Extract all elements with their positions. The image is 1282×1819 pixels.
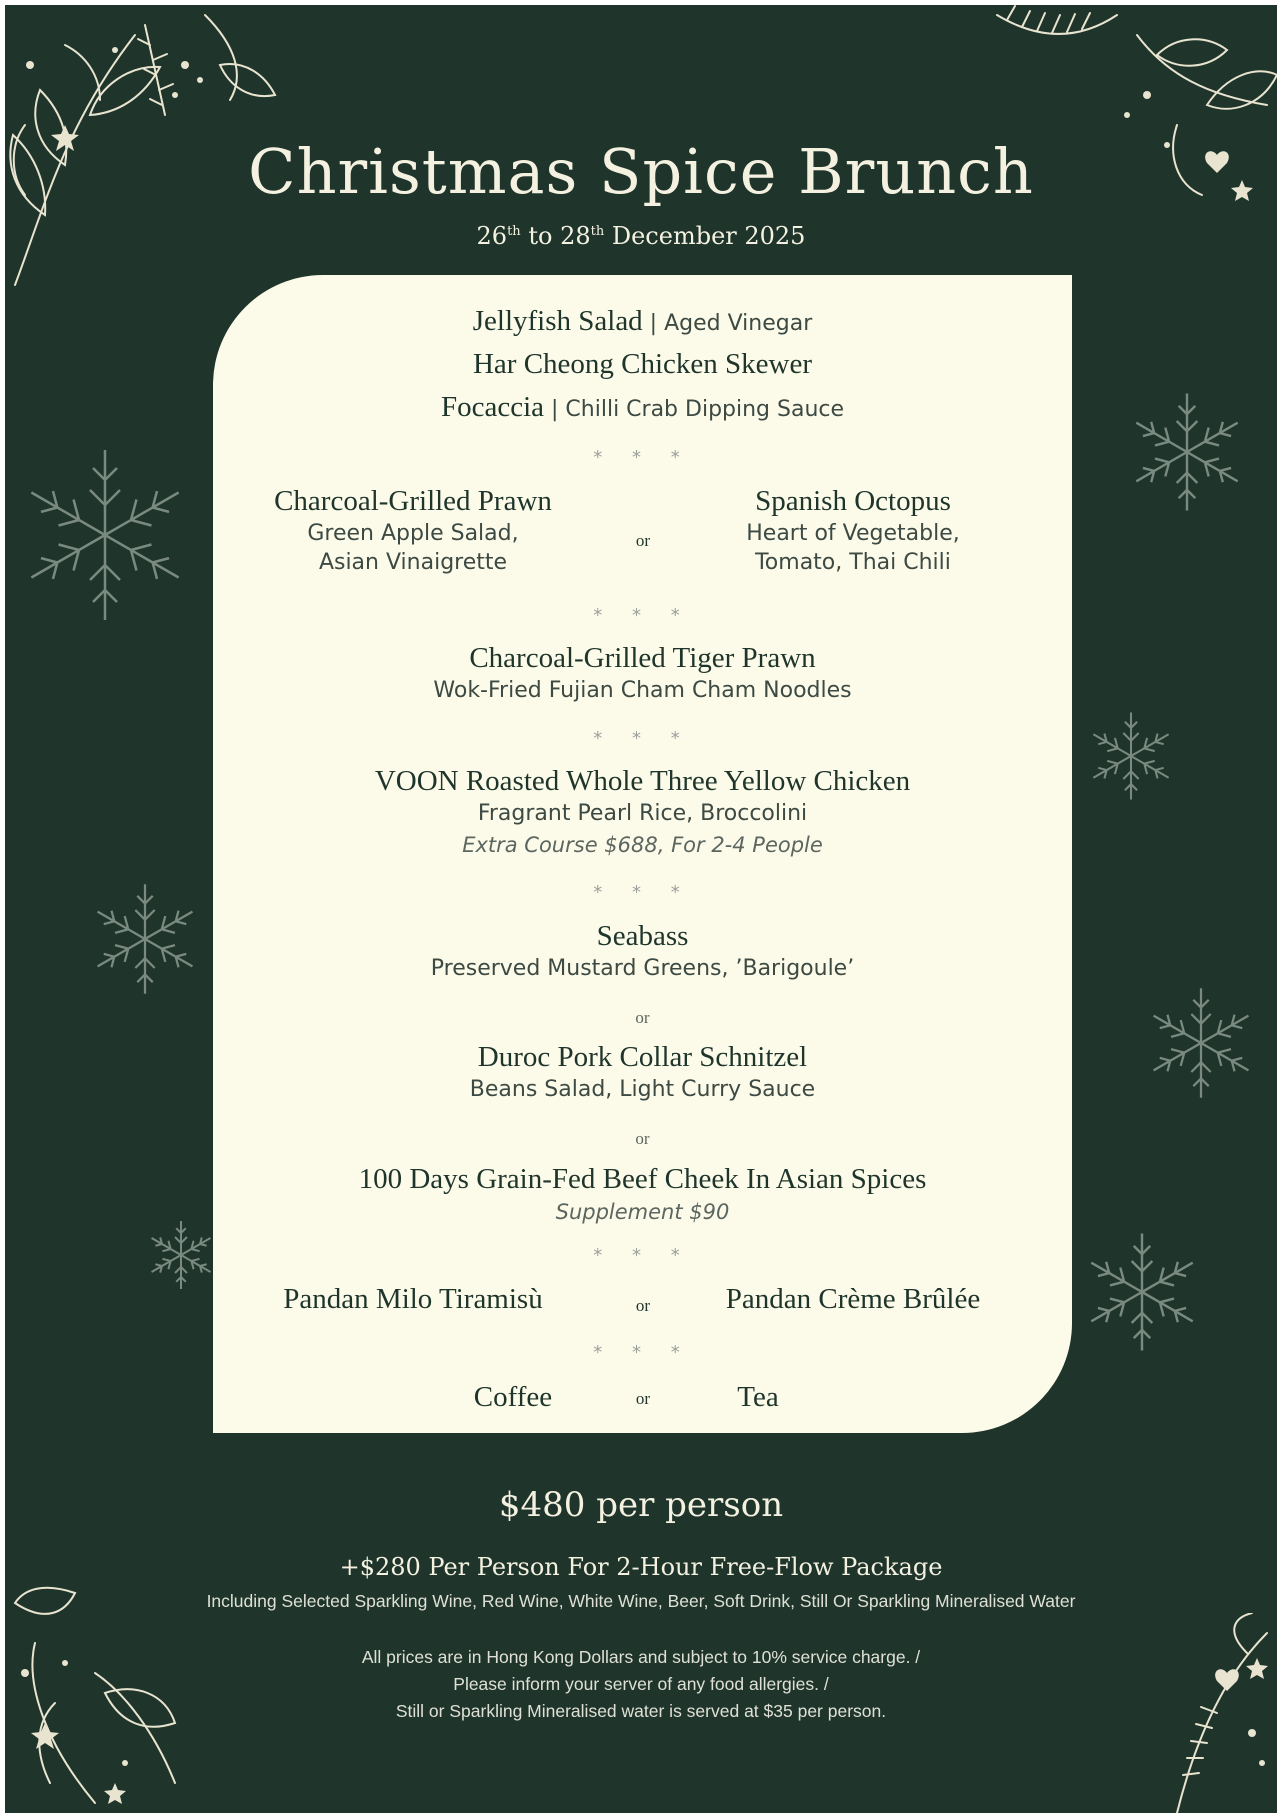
dish-name: Charcoal-Grilled Tiger Prawn [469, 642, 816, 674]
course-option-left [233, 485, 593, 575]
dish-name: Duroc Pork Collar Schnitzel [477, 1041, 808, 1073]
drink-option-right: Tea [737, 1381, 779, 1413]
menu-page [5, 5, 1277, 1813]
footer-note: Still or Sparkling Mineralised water is served at $35 per person. [395, 1701, 887, 1721]
dish-desc: Wok-Fried Fujian Cham Cham Noodles [433, 678, 852, 703]
snowflake-icon [87, 881, 203, 997]
or-label: or [635, 531, 651, 550]
or-label: or [635, 1296, 651, 1315]
dish-note: Supplement $90 [555, 1200, 730, 1224]
month-year: December 2025 [611, 222, 806, 250]
event-dates [5, 222, 1277, 250]
dessert-option-right: Pandan Crème Brûlée [725, 1283, 981, 1315]
price-per-person: $480 per person [498, 1485, 784, 1525]
dish-desc: Tomato, Thai Chili [755, 550, 951, 575]
separator: * * * [593, 728, 692, 749]
snowflake-icon [1085, 710, 1177, 802]
snowflake-icon [1143, 985, 1259, 1101]
dish-name: VOON Roasted Whole Three Yellow Chicken [374, 765, 911, 797]
dish-name: 100 Days Grain-Fed Beef Cheek In Asian Spices [358, 1163, 927, 1195]
starter-item: Jellyfish Salad | Aged Vinegar [472, 305, 813, 337]
snowflake-icon [15, 445, 195, 625]
or-label: or [635, 1129, 650, 1148]
or-label: or [635, 1389, 651, 1408]
start-day-suffix: th [507, 224, 521, 239]
dish-name: Spanish Octopus [755, 485, 951, 517]
snowflake-icon [145, 1210, 217, 1300]
separator: * * * [593, 882, 692, 903]
separator: * * * [593, 1245, 692, 1266]
snowflake-icon [1125, 390, 1249, 514]
drink-option-left: Coffee [473, 1381, 553, 1413]
free-flow-package: +$280 Per Person For 2-Hour Free-Flow Package [339, 1553, 943, 1581]
menu-card [213, 275, 1072, 1433]
starter-item: Focaccia | Chilli Crab Dipping Sauce [440, 391, 845, 423]
date-to: to [528, 222, 553, 250]
snowflake-icon [1080, 1230, 1204, 1354]
dish-name: Jellyfish Salad [472, 305, 643, 337]
dish-desc: Fragrant Pearl Rice, Broccolini [477, 801, 808, 826]
or-label: or [635, 1008, 650, 1027]
dish-desc: Preserved Mustard Greens, ’Barigoule’ [430, 956, 855, 981]
dish-desc: Green Apple Salad, [307, 521, 519, 546]
dish-name: Seabass [596, 920, 689, 952]
start-day: 26 [476, 222, 508, 250]
separator: * * * [593, 1342, 692, 1363]
page-title: Christmas Spice Brunch [248, 135, 1034, 208]
dish-name: Charcoal-Grilled Prawn [274, 485, 552, 517]
dish-desc: Beans Salad, Light Curry Sauce [469, 1077, 816, 1102]
dish-note: Extra Course $688, For 2-4 People [462, 833, 823, 857]
footer-note: All prices are in Hong Kong Dollars and subject to 10% service charge. / [361, 1647, 921, 1667]
end-day: 28 [560, 222, 591, 250]
end-day-suffix: th [590, 224, 605, 239]
separator: * * * [593, 447, 692, 468]
dessert-option-left: Pandan Milo Tiramisù [283, 1283, 543, 1315]
dish-desc: Asian Vinaigrette [318, 550, 508, 575]
footer-note: Please inform your server of any food allergies. / [453, 1674, 829, 1694]
starter-item: Har Cheong Chicken Skewer [472, 348, 813, 380]
dish-desc: Chilli Crab Dipping Sauce [565, 397, 845, 422]
package-includes: Including Selected Sparkling Wine, Red Wine, White Wine, Beer, Soft Drink, Still Or Sparkling Mineralised Water [206, 1591, 1076, 1611]
course-option-right [703, 485, 1003, 575]
leaf-branch-icon [5, 1583, 245, 1813]
dish-desc: Aged Vinegar [664, 311, 813, 336]
dish-desc: Heart of Vegetable, [746, 521, 960, 546]
separator: * * * [593, 605, 692, 626]
dish-name: Focaccia [440, 391, 545, 423]
